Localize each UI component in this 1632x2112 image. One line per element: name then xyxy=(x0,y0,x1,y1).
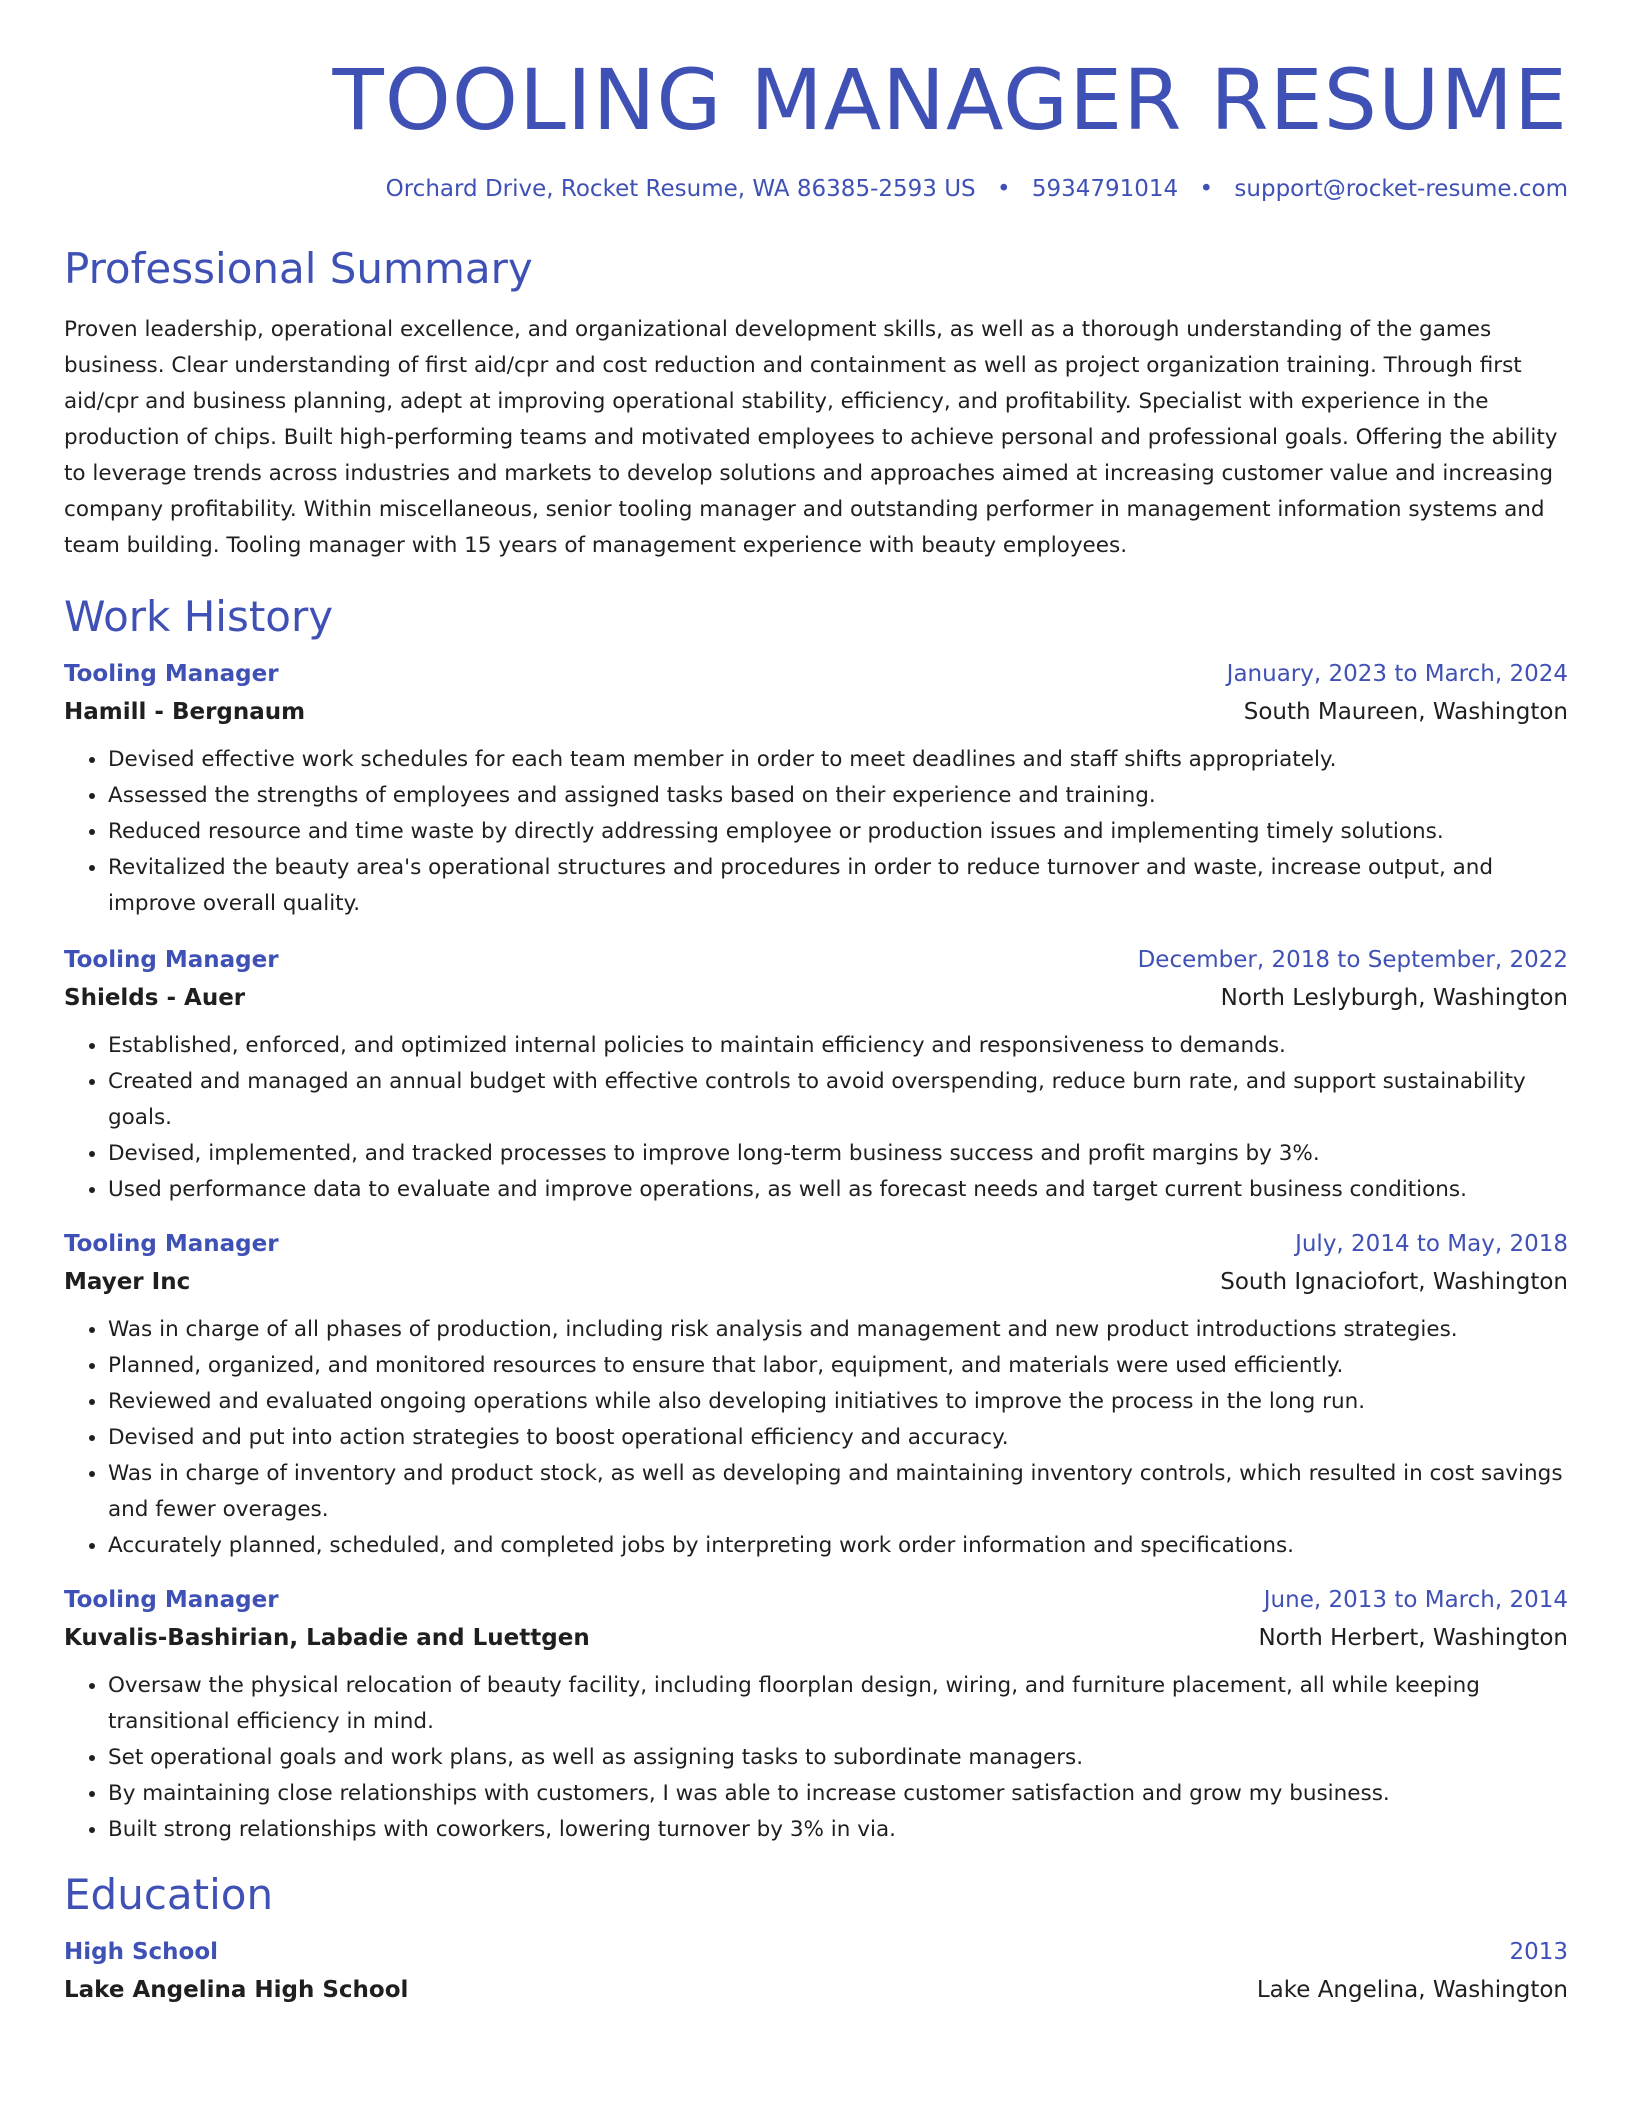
job-company: Shields - Auer xyxy=(64,985,246,1011)
job-bullets xyxy=(64,1312,1568,1564)
job-company: Hamill - Bergnaum xyxy=(64,699,306,725)
job-entry xyxy=(64,1228,1568,1564)
contact-email: support@rocket-resume.com xyxy=(1234,176,1568,202)
contact-separator: • xyxy=(996,176,1011,202)
job-bullet: • Devised and put into action strategies to boost operational efficiency and accuracy. xyxy=(108,1420,1568,1456)
job-role: Tooling Manager xyxy=(64,947,279,973)
resume-title: TOOLING MANAGER RESUME xyxy=(332,51,1568,149)
job-entry xyxy=(64,1584,1568,1848)
job-bullet: • Oversaw the physical relocation of beauty facility, including floorplan design, wiring, and furniture placement, all while keeping transitional efficiency in mind. xyxy=(108,1668,1568,1740)
work-history-heading: Work History xyxy=(64,592,334,641)
education-heading: Education xyxy=(64,1870,274,1919)
job-dates: July, 2014 to May, 2018 xyxy=(1295,1231,1568,1257)
education-location: Lake Angelina, Washington xyxy=(1256,1977,1568,2003)
job-bullet: • Created and managed an annual budget with effective controls to avoid overspending, reduce burn rate, and support sustainability goals. xyxy=(108,1064,1568,1136)
job-bullet: • Reviewed and evaluated ongoing operations while also developing initiatives to improve the process in the long run. xyxy=(108,1384,1568,1420)
job-location: South Maureen, Washington xyxy=(1243,699,1568,725)
job-bullet: • Built strong relationships with coworkers, lowering turnover by 3% in via. xyxy=(108,1812,1568,1848)
job-role: Tooling Manager xyxy=(64,661,279,687)
job-role: Tooling Manager xyxy=(64,1587,279,1613)
contact-phone: 5934791014 xyxy=(1031,176,1179,202)
job-dates: June, 2013 to March, 2014 xyxy=(1263,1587,1568,1613)
job-bullet: • Devised effective work schedules for each team member in order to meet deadlines and staff shifts appropriately. xyxy=(108,742,1568,778)
job-company: Kuvalis-Bashirian, Labadie and Luettgen xyxy=(64,1625,590,1651)
job-bullet: • Used performance data to evaluate and improve operations, as well as forecast needs and target current business conditions. xyxy=(108,1172,1568,1208)
job-bullets xyxy=(64,1668,1568,1848)
job-bullets xyxy=(64,1028,1568,1208)
education-degree: High School xyxy=(64,1939,219,1965)
summary-heading: Professional Summary xyxy=(64,244,533,293)
job-bullets xyxy=(64,742,1568,922)
summary-text: Proven leadership, operational excellence, and organizational development skills, as well as a thorough understanding of the games business. Clear understanding of first aid/cpr and cost reduction and containment as well as project organization training. Through first aid/cpr and business planning, adept at improving operational stability, efficiency, and profitability. Specialist with experience in the production of chips. Built high-performing teams and motivated employees to achieve personal and professional goals. Offering the ability to leverage trends across industries and markets to develop solutions and approaches aimed at increasing customer value and increasing company profitability. Within miscellaneous, senior tooling manager and outstanding performer in management information systems and team building. Tooling manager with 15 years of management experience with beauty employees. xyxy=(64,317,1558,558)
job-dates: December, 2018 to September, 2022 xyxy=(1137,947,1568,973)
job-bullet: • Was in charge of all phases of production, including risk analysis and management and new product introductions strategies. xyxy=(108,1312,1568,1348)
job-bullet: • Revitalized the beauty area's operational structures and procedures in order to reduce turnover and waste, increase output, and improve overall quality. xyxy=(108,850,1568,922)
education-school: Lake Angelina High School xyxy=(64,1977,409,2003)
job-bullet: • Planned, organized, and monitored resources to ensure that labor, equipment, and materials were used efficiently. xyxy=(108,1348,1568,1384)
education-entry xyxy=(64,1936,1568,2006)
education-year: 2013 xyxy=(1509,1939,1568,1965)
job-bullet: • Set operational goals and work plans, as well as assigning tasks to subordinate managers. xyxy=(108,1740,1568,1776)
contact-address: Orchard Drive, Rocket Resume, WA 86385-2593 US xyxy=(385,176,976,202)
job-bullet: • By maintaining close relationships with customers, I was able to increase customer satisfaction and grow my business. xyxy=(108,1776,1568,1812)
job-bullet: • Accurately planned, scheduled, and completed jobs by interpreting work order information and specifications. xyxy=(108,1528,1568,1564)
job-bullet: • Assessed the strengths of employees and assigned tasks based on their experience and training. xyxy=(108,778,1568,814)
job-bullet: • Devised, implemented, and tracked processes to improve long-term business success and profit margins by 3%. xyxy=(108,1136,1568,1172)
job-location: North Herbert, Washington xyxy=(1258,1625,1568,1651)
contact-line xyxy=(64,174,1568,204)
job-dates: January, 2023 to March, 2024 xyxy=(1226,661,1568,687)
job-bullet: • Reduced resource and time waste by directly addressing employee or production issues and implementing timely solutions. xyxy=(108,814,1568,850)
job-company: Mayer Inc xyxy=(64,1269,191,1295)
job-role: Tooling Manager xyxy=(64,1231,279,1257)
contact-separator: • xyxy=(1199,176,1214,202)
job-location: South Ignaciofort, Washington xyxy=(1220,1269,1568,1295)
job-bullet: • Established, enforced, and optimized internal policies to maintain efficiency and responsiveness to demands. xyxy=(108,1028,1568,1064)
job-location: North Leslyburgh, Washington xyxy=(1220,985,1568,1011)
job-entry xyxy=(64,658,1568,922)
job-entry xyxy=(64,944,1568,1208)
job-bullet: • Was in charge of inventory and product stock, as well as developing and maintaining inventory controls, which resulted in cost savings and fewer overages. xyxy=(108,1456,1568,1528)
